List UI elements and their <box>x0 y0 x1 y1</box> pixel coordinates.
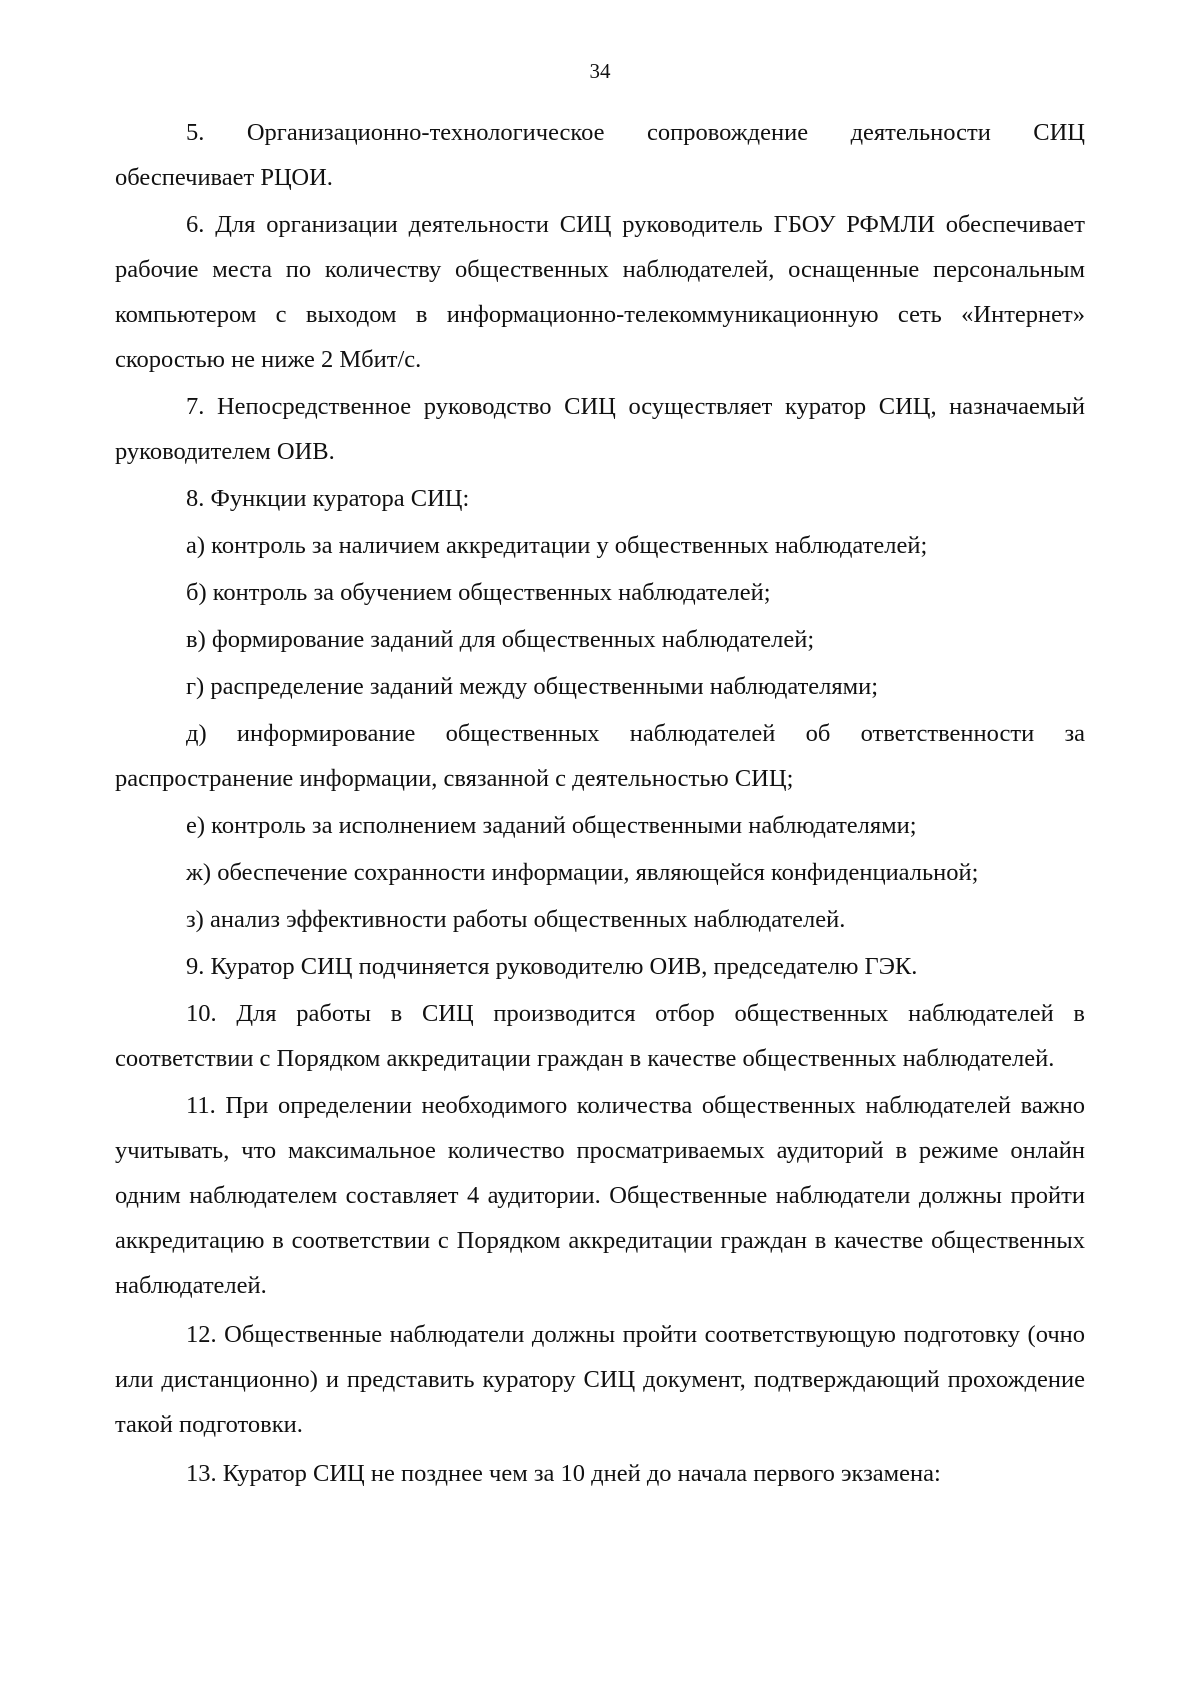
list-item-a: а) контроль за наличием аккредитации у общественных наблюдателей; <box>186 532 928 559</box>
list-item-v: в) формирование заданий для общественных наблюдателей; <box>186 626 815 653</box>
list-item-e: е) контроль за исполнением заданий общественными наблюдателями; <box>186 812 917 839</box>
list-item-g: г) распределение заданий между общественными наблюдателями; <box>186 673 879 700</box>
paragraph-10: 10. Для работы в СИЦ производится отбор общественных наблюдателей в соответствии с Порядком аккредитации граждан в качестве общественных наблюдателей. <box>115 1000 1085 1072</box>
paragraph-7: 7. Непосредственное руководство СИЦ осуществляет куратор СИЦ, назначаемый руководителем ОИВ. <box>115 393 1085 465</box>
paragraph-6: 6. Для организации деятельности СИЦ руководитель ГБОУ РФМЛИ обеспечивает рабочие места по количеству общественных наблюдателей, оснащенные персональным компьютером с выходом в информационно-телекоммуникационную сеть «Интернет» скоростью не ниже 2 Мбит/с. <box>115 211 1085 373</box>
list-item-z: з) анализ эффективности работы общественных наблюдателей. <box>186 906 846 933</box>
list-item-d: д) информирование общественных наблюдателей об ответственности за распространение информации, связанной с деятельностью СИЦ; <box>115 720 1085 792</box>
paragraph-12: 12. Общественные наблюдатели должны пройти соответствующую подготовку (очно или дистанционно) и представить куратору СИЦ документ, подтверждающий прохождение такой подготовки. <box>115 1321 1085 1438</box>
paragraph-9: 9. Куратор СИЦ подчиняется руководителю ОИВ, председателю ГЭК. <box>186 953 918 980</box>
paragraph-8-heading: 8. Функции куратора СИЦ: <box>186 485 470 512</box>
paragraph-5: 5. Организационно-технологическое сопровождение деятельности СИЦ обеспечивает РЦОИ. <box>115 119 1085 191</box>
page-number: 34 <box>589 59 611 83</box>
paragraph-11: 11. При определении необходимого количества общественных наблюдателей важно учитывать, что максимальное количество просматриваемых аудиторий в режиме онлайн одним наблюдателем составляет 4 аудитории. Общественные наблюдатели должны пройти аккредитацию в соответствии с Порядком аккредитации граждан в качестве общественных наблюдателей. <box>115 1092 1085 1299</box>
list-item-zh: ж) обеспечение сохранности информации, являющейся конфиденциальной; <box>186 859 979 886</box>
list-item-b: б) контроль за обучением общественных наблюдателей; <box>186 579 771 606</box>
document-body <box>115 110 1085 1496</box>
paragraph-13: 13. Куратор СИЦ не позднее чем за 10 дней до начала первого экзамена: <box>186 1460 941 1487</box>
